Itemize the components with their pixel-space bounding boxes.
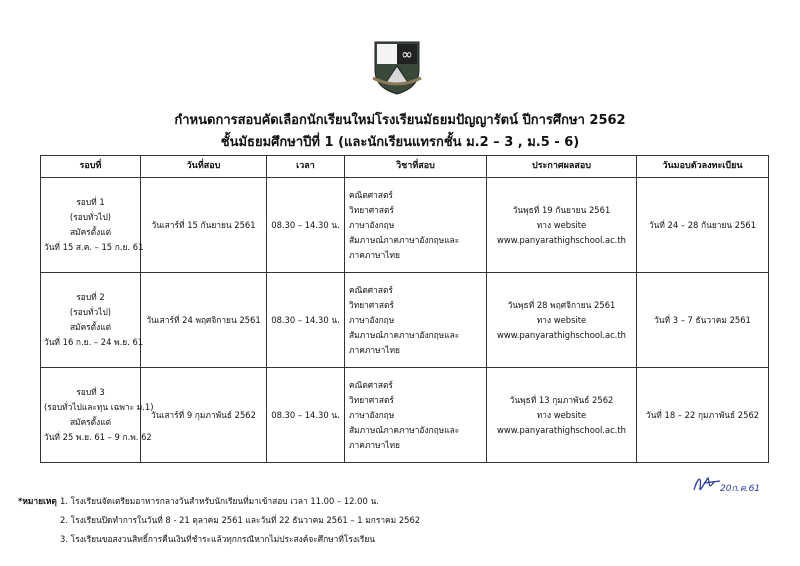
round-line: รอบที่ 2 xyxy=(76,292,105,302)
time-cell: 08.30 – 14.30 น. xyxy=(267,178,345,273)
table-header-row xyxy=(41,156,769,178)
round-line: (รอบทั่วไปและทุน เฉพาะ ม.1) xyxy=(44,402,154,412)
subject-item: คณิตศาสตร์ xyxy=(349,284,393,295)
exam-schedule-table xyxy=(40,155,769,463)
page-title: กำหนดการสอบคัดเลือกนักเรียนใหม่โรงเรียนมัธยมปัญญารัตน์ ปีการศึกษา 2562 xyxy=(174,113,626,128)
round-line: วันที่ 25 พ.ย. 61 – 9 ก.พ. 62 xyxy=(44,432,152,442)
announcement-line: ทาง website xyxy=(536,314,587,325)
note-item: 2. โรงเรียนปิดทำการในวันที่ 8 - 21 ตุลาคม 2561 และวันที่ 22 ธันวาคม 2561 – 1 มกราคม 2562 xyxy=(60,515,421,525)
announcement-line: ทาง website xyxy=(536,219,587,230)
column-header-announcement: ประกาศผลสอบ xyxy=(487,156,637,178)
announcement-cell xyxy=(487,178,637,273)
subject-item: วิทยาศาสตร์ xyxy=(349,394,394,405)
column-header-exam-date: วันที่สอบ xyxy=(141,156,267,178)
table-row xyxy=(41,273,769,368)
announcement-line: www.panyarathighschool.ac.th xyxy=(497,424,626,435)
subject-item: ภาษาอังกฤษ xyxy=(349,314,395,325)
announcement-line: วันพุธที่ 13 กุมภาพันธ์ 2562 xyxy=(509,394,614,405)
subject-item: ภาคภาษาไทย xyxy=(349,249,400,260)
column-header-round: รอบที่ xyxy=(41,156,141,178)
time-cell: 08.30 – 14.30 น. xyxy=(267,273,345,368)
round-cell xyxy=(41,273,144,368)
page-subtitle: ชั้นมัธยมศึกษาปีที่ 1 (และนักเรียนแทรกชั้น ม.2 – 3 , ม.5 - 6) xyxy=(220,135,580,150)
registration-cell: วันที่ 3 – 7 ธันวาคม 2561 xyxy=(637,273,769,368)
subjects-cell xyxy=(345,178,487,273)
subject-item: คณิตศาสตร์ xyxy=(349,189,393,200)
round-line: รอบที่ 3 xyxy=(76,387,105,397)
subject-item: คณิตศาสตร์ xyxy=(349,379,393,390)
announcement-line: วันพุธที่ 19 กันยายน 2561 xyxy=(512,204,611,215)
subject-item: สัมภาษณ์ภาคภาษาอังกฤษและ xyxy=(349,234,460,245)
subject-item: สัมภาษณ์ภาคภาษาอังกฤษและ xyxy=(349,329,460,340)
announcement-cell xyxy=(487,368,637,463)
registration-cell: วันที่ 24 – 28 กันยายน 2561 xyxy=(637,178,769,273)
table-row xyxy=(41,178,769,273)
round-line: (รอบทั่วไป) xyxy=(69,307,112,317)
announcement-line: www.panyarathighschool.ac.th xyxy=(497,234,626,245)
column-header-subjects: วิชาที่สอบ xyxy=(345,156,487,178)
subjects-cell xyxy=(345,368,487,463)
svg-text:∞: ∞ xyxy=(401,47,413,63)
exam-date-cell: วันเสาร์ที่ 24 พฤศจิกายน 2561 xyxy=(141,273,267,368)
announcement-line: www.panyarathighschool.ac.th xyxy=(497,329,626,340)
round-line: วันที่ 16 ก.ย. – 24 พ.ย. 61 xyxy=(44,337,144,347)
signature-date: 20ก.ค.61 xyxy=(720,484,761,494)
exam-date-cell: วันเสาร์ที่ 9 กุมภาพันธ์ 2562 xyxy=(141,368,267,463)
subject-item: ภาษาอังกฤษ xyxy=(349,219,395,230)
subject-item: ภาษาอังกฤษ xyxy=(349,409,395,420)
subject-item: ภาคภาษาไทย xyxy=(349,439,400,450)
subject-item: สัมภาษณ์ภาคภาษาอังกฤษและ xyxy=(349,424,460,435)
announcement-cell xyxy=(487,273,637,368)
round-line: (รอบทั่วไป) xyxy=(69,212,112,222)
column-header-registration: วันมอบตัวลงทะเบียน xyxy=(637,156,769,178)
note-item: 1. โรงเรียนจัดเตรียมอาหารกลางวันสำหรับนักเรียนที่มาเข้าสอบ เวลา 11.00 – 12.00 น. xyxy=(60,496,379,506)
time-cell: 08.30 – 14.30 น. xyxy=(267,368,345,463)
note-item: 3. โรงเรียนขอสงวนสิทธิ์การคืนเงินที่ชำระแล้วทุกกรณีหากไม่ประสงค์จะศึกษาที่โรงเรียน xyxy=(60,534,375,544)
round-line: สมัครตั้งแต่ xyxy=(69,322,112,332)
round-line: สมัครตั้งแต่ xyxy=(69,227,112,237)
round-line: วันที่ 15 ส.ค. – 15 ก.ย. 61 xyxy=(44,242,144,252)
handwritten-signature-icon xyxy=(690,474,770,496)
notes-label: *หมายเหตุ xyxy=(18,496,57,506)
round-line: รอบที่ 1 xyxy=(76,197,105,207)
column-header-time: เวลา xyxy=(267,156,345,178)
announcement-line: วันพุธที่ 28 พฤศจิกายน 2561 xyxy=(507,299,616,310)
announcement-line: ทาง website xyxy=(536,409,587,420)
round-line: สมัครตั้งแต่ xyxy=(69,417,112,427)
school-crest-icon xyxy=(371,40,423,96)
exam-date-cell: วันเสาร์ที่ 15 กันยายน 2561 xyxy=(141,178,267,273)
subject-item: ภาคภาษาไทย xyxy=(349,344,400,355)
round-cell xyxy=(41,368,154,463)
table-row xyxy=(41,368,769,463)
registration-cell: วันที่ 18 – 22 กุมภาพันธ์ 2562 xyxy=(637,368,769,463)
round-cell xyxy=(41,178,144,273)
subjects-cell xyxy=(345,273,487,368)
subject-item: วิทยาศาสตร์ xyxy=(349,299,394,310)
subject-item: วิทยาศาสตร์ xyxy=(349,204,394,215)
